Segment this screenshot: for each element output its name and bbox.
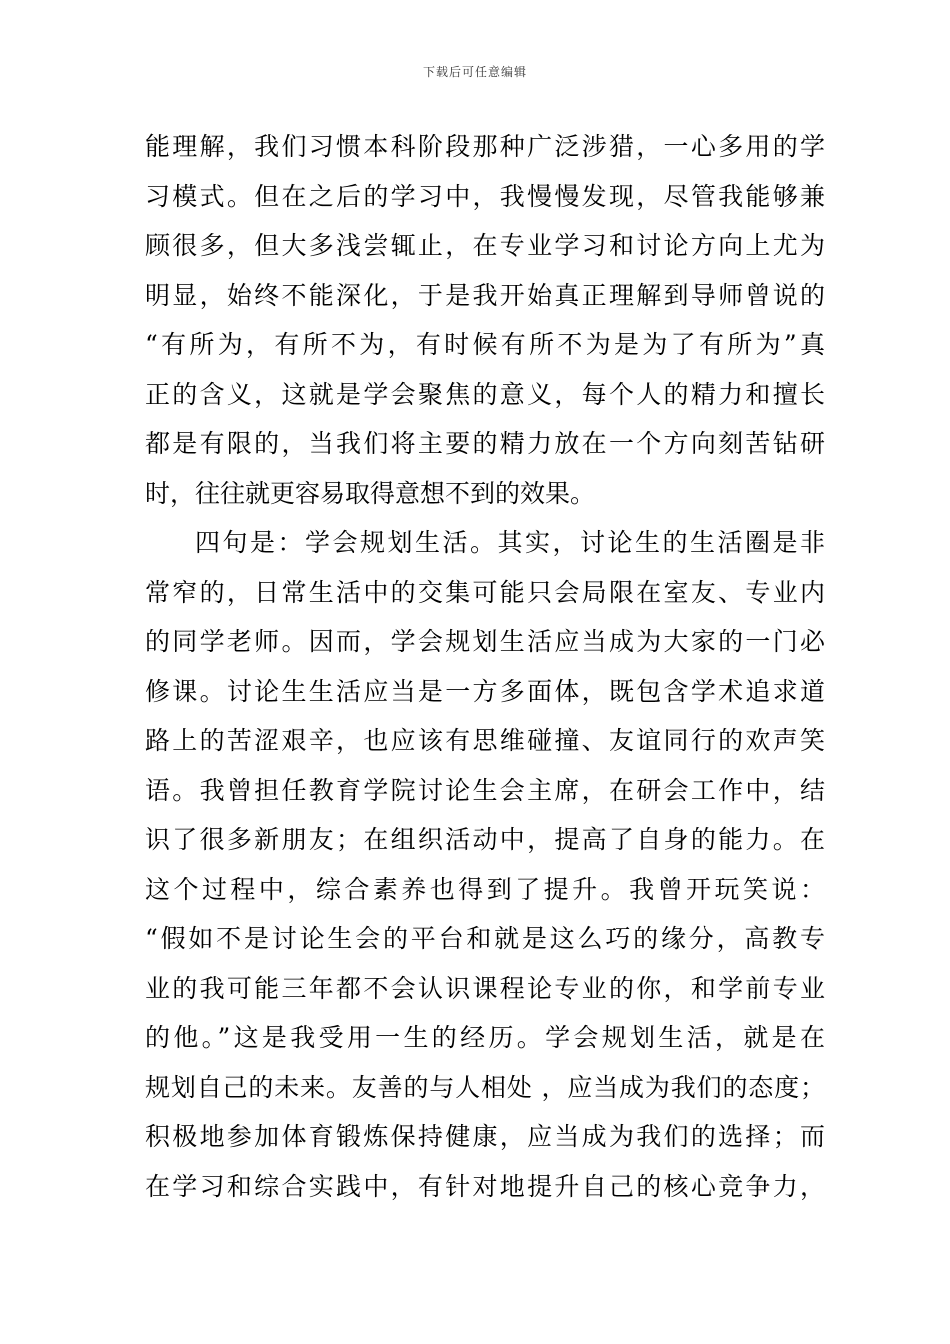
text-line: 能理解，我们习惯本科阶段那种广泛涉猎，一心多用的学 bbox=[145, 132, 825, 161]
text-line: 修课。讨论生生活应当是一方多面体，既包含学术追求道 bbox=[145, 676, 825, 706]
text-line: 业的我可能三年都不会认识课程论专业的你，和学前专业 bbox=[145, 973, 825, 1003]
text-line: 路上的苦涩艰辛，也应该有思维碰撞、友谊同行的欢声笑 bbox=[145, 726, 825, 755]
text-line: 明显，始终不能深化，于是我开始真正理解到导师曾说的 bbox=[145, 280, 825, 310]
text-line: 都是有限的，当我们将主要的精力放在一个方向刻苦钻研 bbox=[145, 429, 825, 458]
document-body bbox=[145, 122, 825, 1211]
text-line: 积极地参加体育锻炼保持健康，应当成为我们的选择；而 bbox=[145, 1122, 825, 1151]
text-line: “有所为，有所不为，有时候有所不为是为了有所为”真 bbox=[145, 330, 825, 359]
text-line: 语。我曾担任教育学院讨论生会主席，在研会工作中，结 bbox=[145, 775, 825, 805]
page-header: 下载后可任意编辑 bbox=[422, 65, 527, 79]
text-line: 这个过程中，综合素养也得到了提升。我曾开玩笑说： bbox=[145, 874, 825, 904]
text-line: 时，往往就更容易取得意想不到的效果。 bbox=[145, 478, 596, 508]
text-line: 在学习和综合实践中，有针对地提升自己的核心竞争力， bbox=[145, 1171, 825, 1201]
text-line: 常窄的，日常生活中的交集可能只会局限在室友、专业内 bbox=[145, 577, 825, 607]
text-line: 顾很多，但大多浅尝辄止，在专业学习和讨论方向上尤为 bbox=[145, 231, 825, 260]
text-line: 习模式。但在之后的学习中，我慢慢发现，尽管我能够兼 bbox=[145, 181, 825, 211]
text-line: “假如不是讨论生会的平台和就是这么巧的缘分，高教专 bbox=[145, 924, 825, 953]
text-line: 的同学老师。因而，学会规划生活应当成为大家的一门必 bbox=[145, 627, 825, 656]
paragraph-start-line: 四句是：学会规划生活。其实，讨论生的生活圈是非 bbox=[195, 528, 825, 557]
text-line: 正的含义，这就是学会聚焦的意义，每个人的精力和擅长 bbox=[145, 379, 825, 409]
text-line: 识了很多新朋友；在组织活动中，提高了自身的能力。在 bbox=[145, 825, 825, 854]
text-line: 规划自己的未来。友善的与人相处 ，应当成为我们的态度； bbox=[145, 1072, 825, 1102]
text-line: 的他。”这是我受用一生的经历。学会规划生活，就是在 bbox=[145, 1023, 825, 1052]
